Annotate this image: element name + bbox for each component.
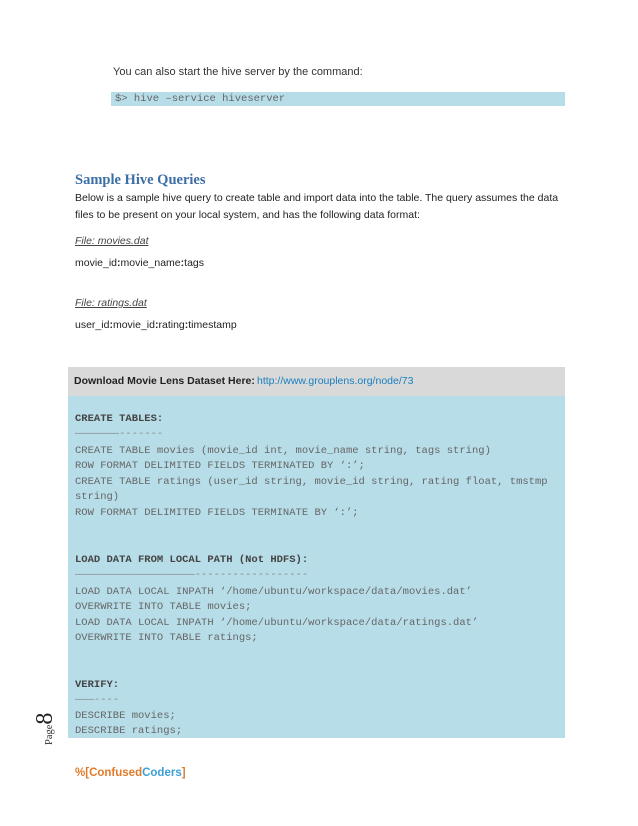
intro-text: You can also start the hive server by the command:: [113, 66, 363, 78]
download-label: Download Movie Lens Dataset Here:: [74, 375, 255, 387]
code-line: LOAD DATA LOCAL INPATH ‘/home/ubuntu/workspace/data/movies.dat’: [75, 586, 472, 598]
page-number: [32, 713, 59, 745]
separator: :: [184, 319, 189, 331]
separator: :: [117, 257, 121, 269]
separator: :: [109, 319, 113, 331]
logo-bracket-open: %[: [75, 767, 90, 779]
field: user_id: [75, 319, 110, 331]
code-line: DESCRIBE movies;: [75, 710, 176, 722]
code-line: OVERWRITE INTO TABLE ratings;: [75, 632, 258, 644]
code-rule: ———————-------: [75, 428, 164, 440]
field: movie_id: [75, 257, 118, 269]
file-label-ratings: File: ratings.dat: [75, 297, 147, 309]
code-block: [68, 396, 565, 738]
code-line: CREATE TABLE ratings (user_id string, movie_id string, rating float, tmstmp: [75, 476, 548, 488]
code-line: ROW FORMAT DELIMITED FIELDS TERMINATE BY ‘:’;: [75, 507, 359, 519]
code-heading-verify: VERIFY:: [75, 679, 120, 691]
page-digit: 8: [32, 712, 58, 725]
code-line: string): [75, 491, 120, 503]
separator: :: [154, 319, 159, 331]
download-bar: [68, 367, 565, 396]
field: movie_id: [112, 319, 155, 331]
logo-word-coders: Coders: [142, 767, 182, 779]
page-label: Page: [44, 724, 55, 745]
code-heading-create: CREATE TABLES:: [75, 413, 164, 425]
code-line: LOAD DATA LOCAL INPATH ‘/home/ubuntu/workspace/data/ratings.dat’: [75, 617, 479, 629]
command-text: $> hive –service hiveserver: [115, 93, 286, 105]
code-line: OVERWRITE INTO TABLE movies;: [75, 601, 252, 613]
code-line: ROW FORMAT DELIMITED FIELDS TERMINATED BY ‘:’;: [75, 460, 365, 472]
field: timestamp: [188, 319, 237, 331]
section-title: Sample Hive Queries: [75, 172, 206, 188]
code-line: CREATE TABLE movies (movie_id int, movie_name string, tags string): [75, 445, 491, 457]
section-paragraph-line-2: files to be present on your local system, and has the following data format:: [75, 209, 420, 221]
command-box: [111, 92, 565, 106]
footer-logo: [75, 767, 186, 779]
format-ratings: [75, 319, 237, 331]
field: tags: [184, 257, 205, 269]
logo-word-confused: Confused: [89, 767, 143, 779]
separator: :: [180, 257, 185, 269]
download-link[interactable]: http://www.grouplens.org/node/73: [257, 375, 414, 387]
code-rule: ———----: [75, 694, 120, 706]
file-label-movies: File: movies.dat: [75, 235, 149, 247]
field: rating: [158, 319, 185, 331]
field: movie_name: [120, 257, 181, 269]
section-paragraph-line-1: Below is a sample hive query to create table and import data into the table. The query assumes the data: [75, 192, 559, 204]
code-line: DESCRIBE ratings;: [75, 725, 183, 737]
code-rule: ———————————————————------------------: [75, 569, 309, 581]
code-heading-load: LOAD DATA FROM LOCAL PATH (Not HDFS):: [75, 554, 309, 566]
format-movies: [75, 257, 204, 269]
logo-bracket-close: ]: [181, 767, 186, 779]
